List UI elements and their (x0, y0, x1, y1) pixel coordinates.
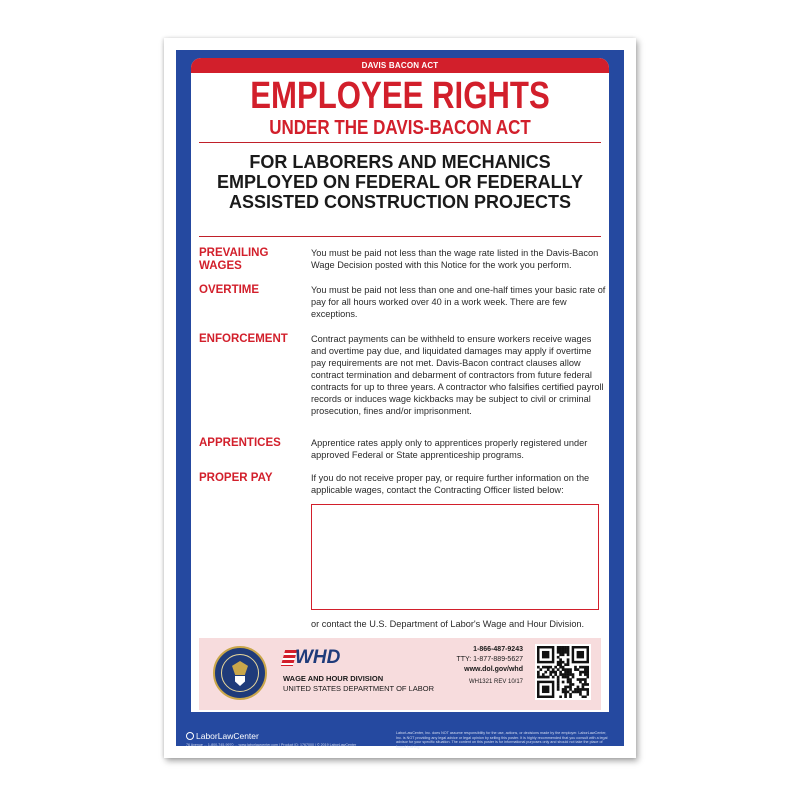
section-label-line: PREVAILING (199, 247, 269, 259)
worker-heading-line: FOR LABORERS AND MECHANICS (249, 152, 551, 172)
laborlawcenter-logo (186, 731, 259, 741)
section-text-overtime: You must be paid not less than one and one-half times your basic rate of pay for all hours worked over 40 in a work week. There are few exceptions. (311, 285, 606, 319)
division-name: WAGE AND HOUR DIVISION (283, 674, 384, 683)
phone-number: 1-866-487-9243 (473, 646, 523, 653)
or-contact-text: or contact the U.S. Department of Labor's Wage and Hour Division. (311, 619, 585, 629)
section-text-prevailing-wages: You must be paid not less than the wage rate listed in the Davis-Bacon Wage Decision posted with this Notice for the work you perform. (311, 248, 599, 270)
department-name: UNITED STATES DEPARTMENT OF LABOR (283, 684, 434, 693)
section-label-line: WAGES (199, 260, 242, 272)
section-label-line: APPRENTICES (199, 437, 281, 449)
publisher-fine-print: 76 Avenue ... 1-800-745-9970 ... www.laborlawcenter.com / Product ID: 1767000 / © 2019 LaborLawCenter (186, 743, 357, 747)
website: www.dol.gov/whd (464, 666, 523, 673)
section-label-line: ENFORCEMENT (199, 333, 288, 345)
poster-subtitle: UNDER THE DAVIS-BACON ACT (269, 117, 531, 139)
section-label-apprentices (199, 437, 294, 450)
logo-circle-icon (186, 732, 194, 740)
qr-code-graphic (537, 646, 589, 698)
act-banner: DAVIS BACON ACT (191, 58, 609, 73)
worker-heading (191, 152, 609, 212)
labor-poster (164, 38, 636, 758)
laborlawcenter-logo-text: LaborLawCenter (196, 731, 259, 741)
divider-top (199, 142, 601, 143)
section-label-overtime (199, 284, 294, 297)
worker-heading-line: ASSISTED CONSTRUCTION PROJECTS (228, 192, 572, 212)
contracting-officer-box (311, 504, 599, 610)
section-label-enforcement (199, 333, 294, 346)
whd-logo-text: WHD (295, 647, 341, 668)
poster-content (191, 58, 609, 712)
dol-seal-icon (213, 646, 267, 700)
divider-middle (199, 236, 601, 237)
qr-code-icon (535, 644, 591, 700)
section-text-enforcement: Contract payments can be withheld to ensure workers receive wages and overtime pay due, and liquidated damages may apply if overtime pay requirements are not met. Davis-Bacon contract clauses allow contract termination and debarment of contractors from future federal contracts for up to three years. A contractor who falsifies certified payroll records or induces wage kickbacks may be subject to civil or criminal prosecution, fines and/or imprisonment. (311, 334, 604, 416)
section-text-apprentices: Apprentice rates apply only to apprentices properly registered under approved Federal or State apprenticeship programs. (311, 438, 588, 460)
whd-logo (283, 646, 341, 670)
section-label-prevailing-wages (199, 247, 294, 273)
poster-blue-frame (176, 50, 624, 750)
section-label-line: OVERTIME (199, 284, 260, 296)
worker-heading-line: EMPLOYED ON FEDERAL OR FEDERALLY (216, 172, 584, 192)
section-label-line: PROPER PAY (199, 472, 273, 484)
section-text-proper-pay: If you do not receive proper pay, or require further information on the applicable wages, contact the Contracting Officer listed below: (311, 473, 590, 495)
form-number: WH1321 REV 10/17 (468, 679, 523, 685)
publisher-disclaimer: LaborLawCenter, Inc. does NOT assume responsibility for the use, actions, or decisions made by the employer. LaborLawCenter, Inc. is NOT providing any legal advice or legal opinion by selling this poster. It is highly recommended that you consult with a legal advisor for your specific situation. The content on this poster is for informational purposes only and should not take the place of formal training. (396, 731, 608, 750)
section-label-proper-pay (199, 472, 294, 485)
footer-band (199, 638, 601, 710)
tty-number: TTY: 1-877-889-5627 (456, 656, 523, 663)
poster-title: EMPLOYEE RIGHTS (250, 75, 550, 117)
